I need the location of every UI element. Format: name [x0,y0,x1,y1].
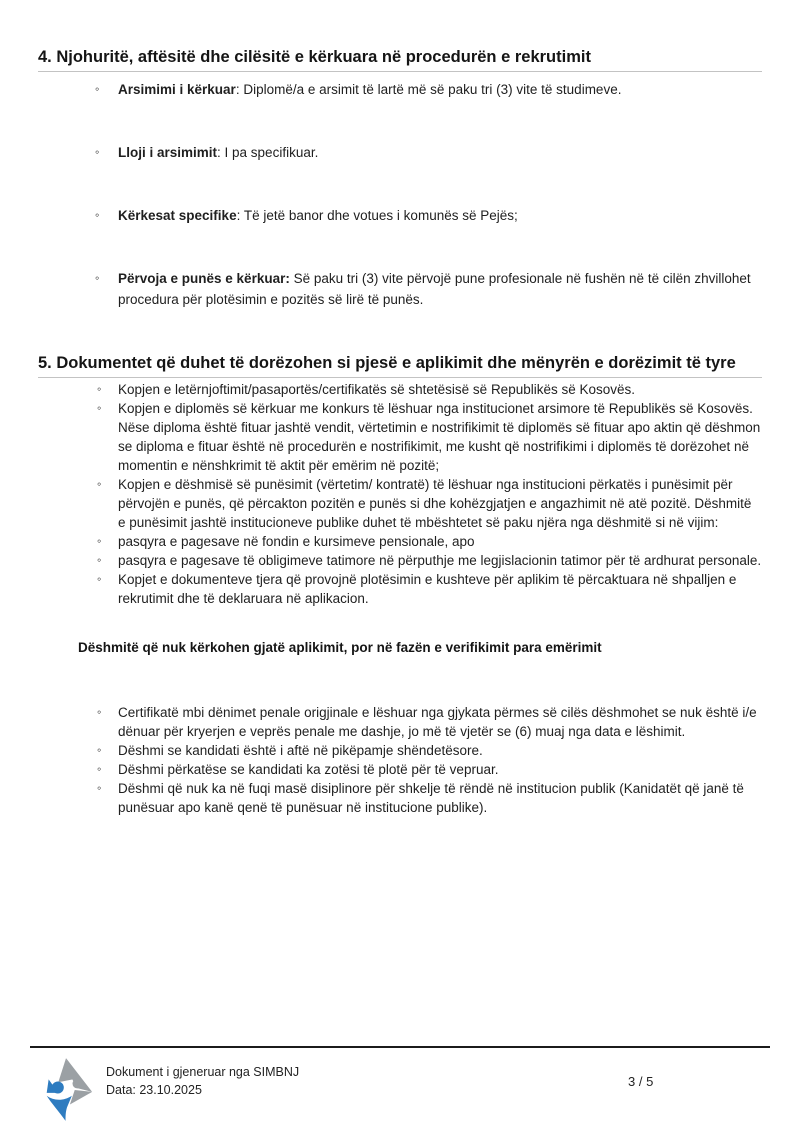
page-number: 3 / 5 [628,1074,654,1089]
page-footer [38,1056,762,1122]
list-item [38,779,762,817]
bullet-icon: ◦ [95,82,100,96]
item-text [118,82,621,97]
footer-text [106,1056,299,1099]
bullet-icon: ◦ [97,572,102,586]
item-text: Dëshmi përkatëse se kandidati ka zotësi të plotë për të vepruar. [118,762,499,777]
list-item [38,551,762,570]
simbnj-logo-icon [38,1056,96,1122]
bullet-icon: ◦ [95,208,100,222]
footer-divider [30,1046,770,1048]
item-rest: : Diplomë/a e arsimit të lartë më së paku tri (3) vite të studimeve. [235,82,622,97]
item-text: Certifikatë mbi dënimet penale origjinale e lëshuar nga gjykata përmes së cilës dëshmohet se nuk është i/e dënuar për kryerjen e veprës penale me dashje, jo më të vjetër se (6) muaj nga data e lëshimit. [118,705,757,739]
section-5-list [38,380,762,608]
item-label: Lloji i arsimimit [118,145,218,160]
list-item [38,399,762,475]
bullet-icon: ◦ [97,705,102,719]
item-label: Kërkesat specifike [118,208,237,223]
list-item [38,741,762,760]
list-item [38,205,762,226]
footer-generated-line: Dokument i gjeneruar nga SIMBNJ [106,1065,300,1079]
section-4-list [38,79,762,310]
footer-date-line: Data: 23.10.2025 [106,1083,202,1097]
item-text: Dëshmi që nuk ka në fuqi masë disiplinore për shkelje të rëndë në institucion publik (Kanidatët që janë të punësuar apo kanë qenë të punësuar në institucione publike). [118,781,744,815]
item-rest: : I pa specifikuar. [217,145,319,160]
bullet-icon: ◦ [95,145,100,159]
item-text: Kopjen e letërnjoftimit/pasaportës/certifikatës së shtetësisë së Republikës së Kosovës. [118,382,636,397]
item-text [118,271,751,307]
item-text: pasqyra e pagesave në fondin e kursimeve pensionale, apo [118,534,475,549]
list-item [38,760,762,779]
list-item [38,380,762,399]
list-item [38,703,762,741]
verification-subheading: Dëshmitë që nuk kërkohen gjatë aplikimit, por në fazën e verifikimit para emërimit [78,640,602,655]
list-item [38,268,762,310]
list-item [38,142,762,163]
section-4-title: 4. Njohuritë, aftësitë dhe cilësitë e kërkuara në procedurën e rekrutimit [38,46,762,72]
item-text: Dëshmi se kandidati është i aftë në pikëpamje shëndetësore. [118,743,483,758]
list-item [38,475,762,532]
item-rest: Së paku tri (3) vite përvojë pune profesionale në fushën në të cilën zhvillohet procedura për plotësimin e pozitës së lirë të punës. [118,271,751,307]
item-text: Kopjen e dëshmisë së punësimit (vërtetim/ kontratë) të lëshuar nga institucioni përkatës i punësimit për përvojën e punës, që përcakton pozitën e punës si dhe kohëzgjatjen e angazhimit në atë pozitë. Dëshmitë e punësimit jashtë institucioneve publike duhet të mbështetet së paku njëra nga dëshmitë si në vijim: [118,477,752,530]
bullet-icon: ◦ [97,781,102,795]
bullet-icon: ◦ [97,762,102,776]
bullet-icon: ◦ [95,271,100,285]
bullet-icon: ◦ [97,382,102,396]
item-text [118,208,518,223]
item-text: Kopjen e diplomës së kërkuar me konkurs të lëshuar nga institucionet arsimore të Republikës së Kosovës. Nëse diploma është fituar jashtë vendit, vërtetimin e nostrifikimit të diplomës së fituar apo aktin që dëshmon se diploma e fituar është në procedurën e nostrifikimit, me kusht që nostrifikimi i diplomës të dorëzohet në momentin e nënshkrimit të aktit për emërim në pozitë; [118,401,761,473]
bullet-icon: ◦ [97,553,102,567]
bullet-icon: ◦ [97,477,102,491]
item-label: Përvoja e punës e kërkuar: [118,271,290,286]
list-item [38,570,762,608]
section-5-title: 5. Dokumentet që duhet të dorëzohen si pjesë e aplikimit dhe mënyrën e dorëzimit të tyre [38,352,762,378]
verification-list [38,703,762,817]
bullet-icon: ◦ [97,401,102,415]
list-item [38,532,762,551]
item-text [118,145,318,160]
item-rest: : Të jetë banor dhe votues i komunës së Pejës; [236,208,518,223]
list-item [38,79,762,100]
item-label: Arsimimi i kërkuar [118,82,236,97]
item-text: Kopjet e dokumenteve tjera që provojnë plotësimin e kushteve për aplikim të përcaktuara në shpalljen e rekrutimit dhe të deklaruara në aplikacion. [118,572,737,606]
bullet-icon: ◦ [97,534,102,548]
item-text: pasqyra e pagesave të obligimeve tatimore në përputhje me legjislacionin tatimor për të ardhurat personale. [118,553,762,568]
bullet-icon: ◦ [97,743,102,757]
